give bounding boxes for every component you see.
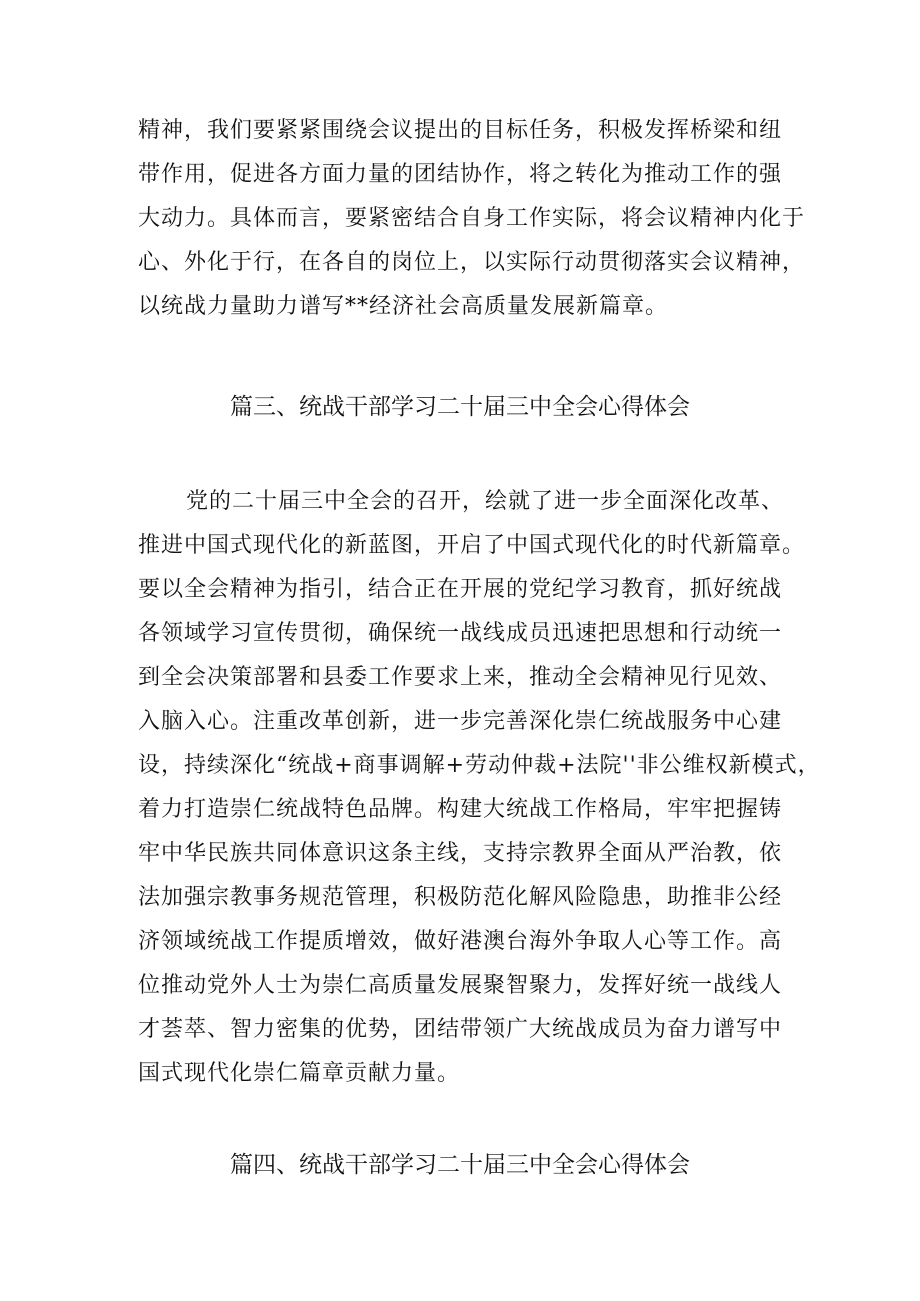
text-line: 到全会决策部署和县委工作要求上来，推动全会精神见行见效、 xyxy=(138,665,783,690)
section-heading-3: 篇三、统战干部学习二十届三中全会心得体会 xyxy=(230,394,690,420)
text-line: 法加强宗教事务规范管理，积极防范化解风险隐患，助推非公经 xyxy=(138,885,783,910)
text-line: 以统战力量助力谱写**经济社会高质量发展新篇章。 xyxy=(138,294,669,319)
text-line: 才荟萃、智力密集的优势，团结带领广大统战成员为奋力谱写中 xyxy=(138,1017,783,1042)
text-line: 心、外化于行，在各自的岗位上，以实际行动贯彻落实会议精神， xyxy=(138,250,806,275)
text-line: 牢中华民族共同体意识这条主线，支持宗教界全面从严治教，依 xyxy=(138,841,783,866)
text-line: 精神，我们要紧紧围绕会议提出的目标任务，积极发挥桥梁和纽 xyxy=(138,118,783,143)
text-line: 入脑入心。注重改革创新，进一步完善深化崇仁统战服务中心建 xyxy=(138,709,783,734)
text-line: 带作用，促进各方面力量的团结协作，将之转化为推动工作的强 xyxy=(138,162,783,187)
text-line: 着力打造崇仁统战特色品牌。构建大统战工作格局，牢牢把握铸 xyxy=(138,797,783,822)
text-line: 济领域统战工作提质增效，做好港澳台海外争取人心等工作。高 xyxy=(138,929,783,954)
text-line: 党的二十届三中全会的召开，绘就了进一步全面深化改革、 xyxy=(186,489,785,514)
section-heading-4: 篇四、统战干部学习二十届三中全会心得体会 xyxy=(230,1152,690,1178)
text-line: 要以全会精神为指引，结合正在开展的党纪学习教育，抓好统战 xyxy=(138,577,783,602)
text-line: 大动力。具体而言，要紧密结合自身工作实际，将会议精神内化于 xyxy=(138,206,806,231)
text-line: 国式现代化崇仁篇章贡献力量。 xyxy=(138,1061,461,1086)
text-line: 位推动党外人士为崇仁高质量发展聚智聚力，发挥好统一战线人 xyxy=(138,973,783,998)
text-line: 设，持续深化“统战+商事调解+劳动仲裁+法院''非公维权新模式， xyxy=(138,753,821,778)
text-line: 各领域学习宣传贯彻，确保统一战线成员迅速把思想和行动统一 xyxy=(138,621,783,646)
text-line: 推进中国式现代化的新蓝图，开启了中国式现代化的时代新篇章。 xyxy=(138,533,806,558)
